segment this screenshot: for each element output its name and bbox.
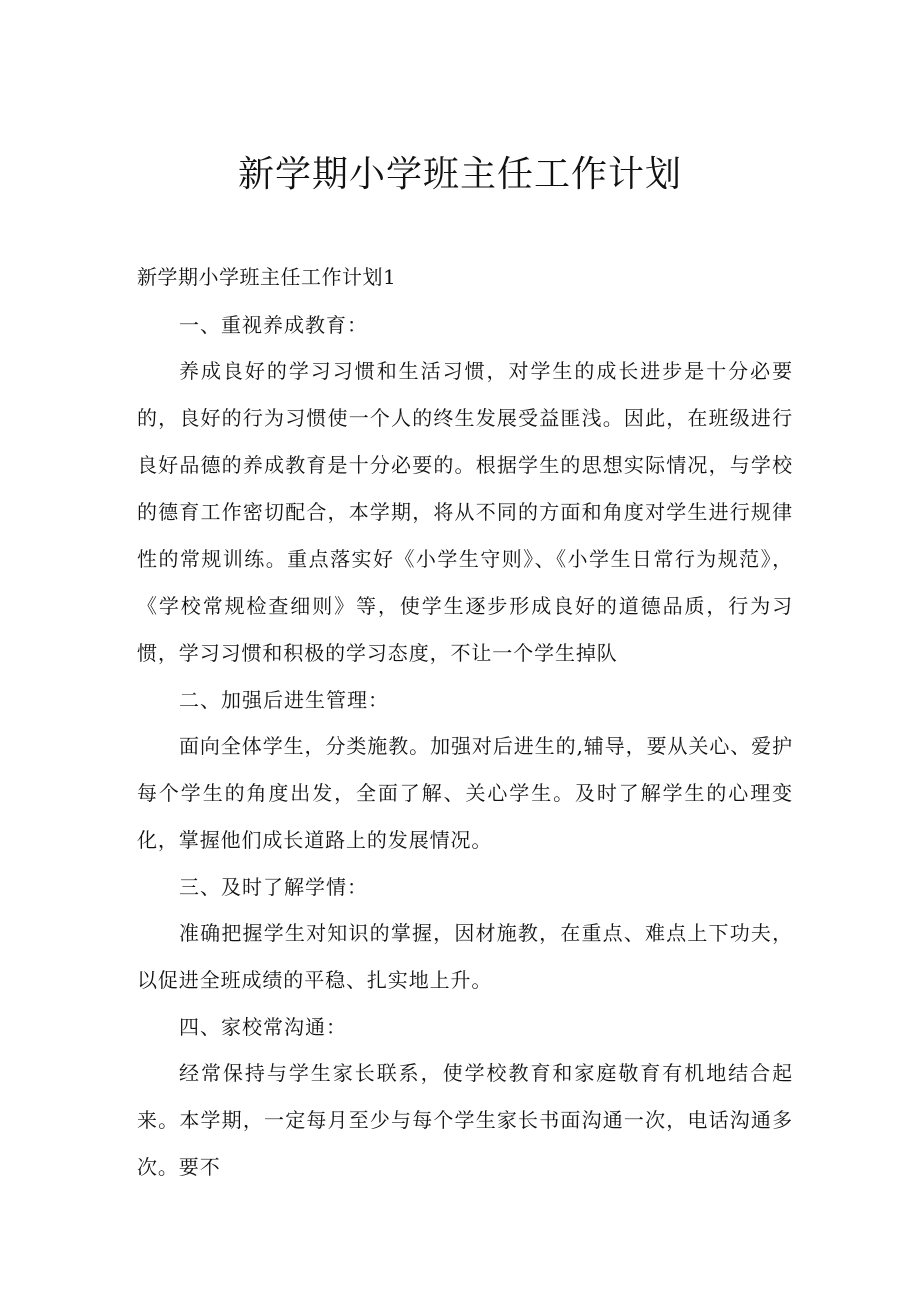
section-heading-3: 三、及时了解学情： <box>179 875 368 899</box>
document-subtitle: 新学期小学班主任工作计划1 <box>137 265 397 289</box>
document-body <box>137 310 793 1199</box>
section-paragraph-1: 养成良好的学习习惯和生活习惯，对学生的成长进步是十分必要的，良好的行为习惯使一个人的终生发展受益匪浅。因此，在班级进行良好品德的养成教育是十分必要的。根据学生的思想实际情况，与学校的德育工作密切配合，本学期，将从不同的方面和角度对学生进行规律性的常规训练。重点落实好《小学生守则》、《小学生日常行为规范》，《学校常规检查细则》等，使学生逐步形成良好的道德品质，行为习惯，学习习惯和积极的学习态度，不让一个学生掉队 <box>137 359 793 665</box>
section-paragraph-3: 准确把握学生对知识的掌握，因材施教，在重点、难点上下功夫，以促进全班成绩的平稳、扎实地上升。 <box>137 921 793 992</box>
section-heading-2: 二、加强后进生管理： <box>179 688 389 712</box>
section-heading-4: 四、家校常沟通： <box>179 1015 347 1039</box>
section-paragraph-2: 面向全体学生，分类施教。加强对后进生的,辅导，要从关心、爱护每个学生的角度出发，全面了解、关心学生。及时了解学生的心理变化，掌握他们成长道路上的发展情况。 <box>137 734 793 852</box>
document-title: 新学期小学班主任工作计划 <box>237 154 682 195</box>
section-heading-1: 一、重视养成教育： <box>179 313 368 337</box>
section-paragraph-4: 经常保持与学生家长联系，使学校教育和家庭敬育有机地结合起来。本学期，一定每月至少与每个学生家长书面沟通一次，电话沟通多次。要不 <box>137 1061 793 1179</box>
